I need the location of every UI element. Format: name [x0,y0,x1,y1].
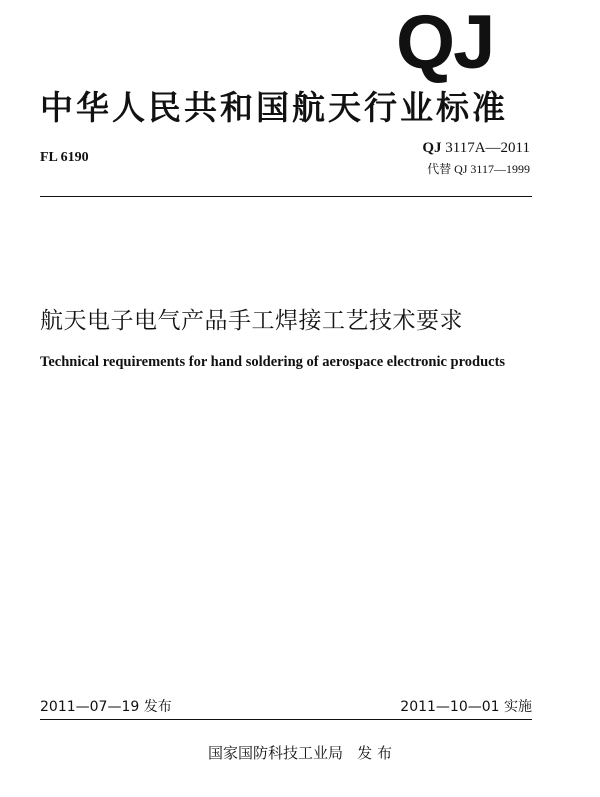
document-title-en: Technical requirements for hand soldering of aerospace electronic products [40,354,506,370]
classification-code: FL 6190 [40,150,89,165]
issuer-name: 国家国防科技工业局 [207,744,343,762]
issue-date: 2011—07—19 发布 [40,699,172,715]
standard-title: 中华人民共和国航天行业标准 [40,88,508,127]
document-title-cn: 航天电子电气产品手工焊接工艺技术要求 [40,308,463,334]
issuer-action: 发 布 [357,744,393,762]
replaces-standard: 代替 QJ 3117—1999 [427,162,530,176]
standard-number-value: 3117A—2011 [445,140,530,156]
standard-code-prefix: QJ [422,140,442,156]
issuer-line [0,742,600,763]
bottom-divider [40,719,532,720]
qj-logo: QJ [396,0,494,85]
implementation-date: 2011—10—01 实施 [400,699,532,715]
standard-number [422,140,530,157]
top-divider [40,196,532,197]
